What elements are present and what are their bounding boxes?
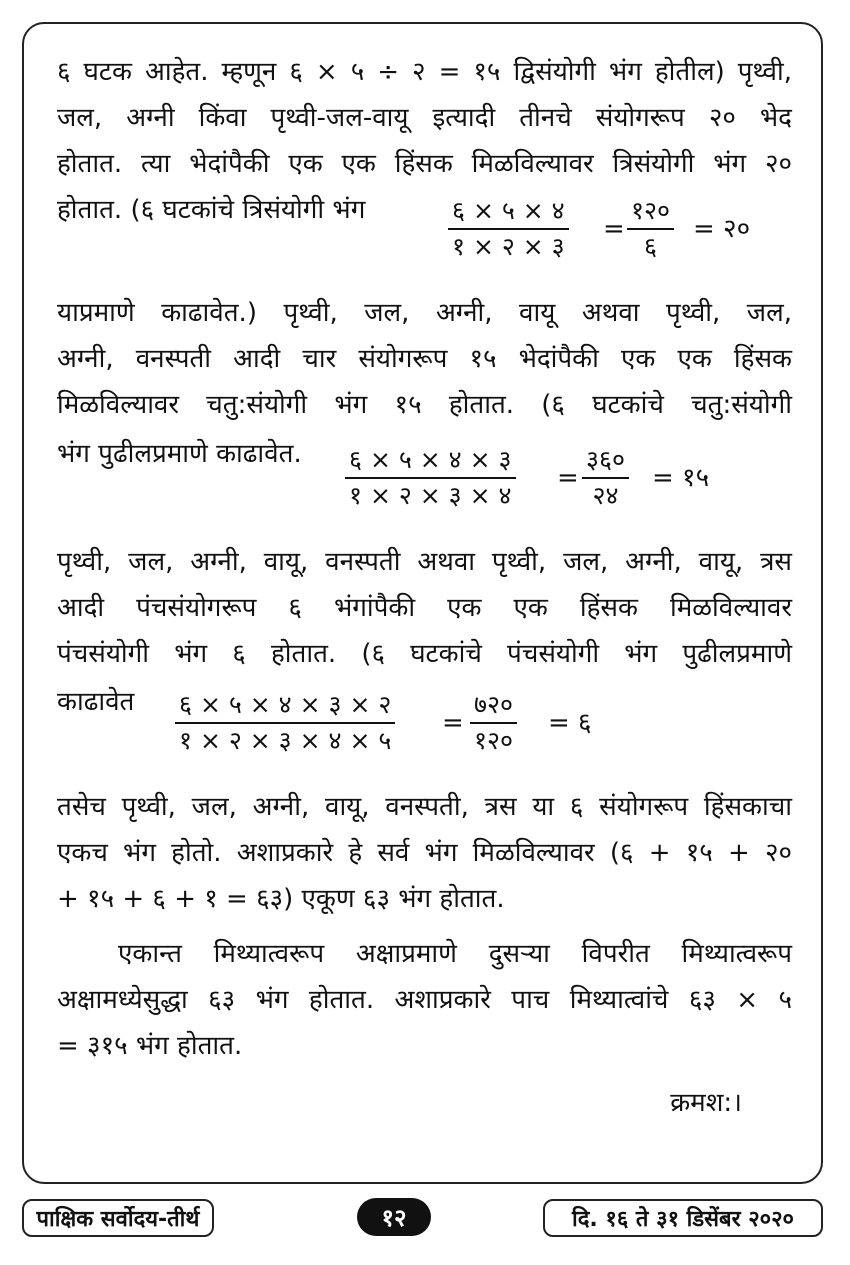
publication-name: पाक्षिक सर्वोदय-तीर्थ — [22, 1199, 214, 1237]
fraction-3b — [470, 690, 517, 756]
text-line: आदी पंचसंयोगरूप ६ भंगांपैकी एक एक हिंसक मिळविल्यावर — [57, 593, 792, 623]
fraction-numerator: १२० — [627, 196, 674, 230]
fraction-numerator: ३६० — [582, 445, 629, 479]
fraction-numerator: ६ × ५ × ४ — [448, 196, 569, 230]
formula-result: = ६ — [548, 708, 592, 738]
text-line: अक्षामध्येसुद्धा ६३ भंग होतात. अशाप्रकारे पाच मिथ्यात्वांचे ६३ × ५ — [57, 985, 792, 1015]
text-line: मिळविल्यावर चतु:संयोगी भंग १५ होतात. (६ घटकांचे चतु:संयोगी — [57, 390, 792, 420]
fraction-numerator: ६ × ५ × ४ × ३ — [345, 445, 516, 479]
text-line: होतात. त्या भेदांपैकी एक एक हिंसक मिळविल्यावर त्रिसंयोगी भंग २० — [57, 149, 792, 179]
fraction-denominator: १ × २ × ३ × ४ — [349, 481, 512, 510]
text-line: पृथ्वी, जल, अग्नी, वायू, वनस्पती अथवा पृथ्वी, जल, अग्नी, वायू, त्रस — [57, 547, 792, 577]
formula-result: = १५ — [652, 463, 710, 493]
fraction-numerator: ६ × ५ × ४ × ३ × २ — [175, 690, 395, 724]
fraction-denominator: १२० — [474, 726, 514, 755]
fraction-1b — [627, 196, 674, 262]
text-line: जल, अग्नी किंवा पृथ्वी-जल-वायू इत्यादी तीनचे संयोगरूप २० भेद — [57, 103, 792, 133]
text-line: भंग पुढीलप्रमाणे काढावेत. — [57, 439, 302, 469]
equals-sign: = — [557, 463, 579, 493]
text-line: = ३१५ भंग होतात. — [57, 1031, 243, 1061]
text-line: ६ घटक आहेत. म्हणून ६ × ५ ÷ २ = १५ द्विसंयोगी भंग होतील) पृथ्वी, — [57, 57, 792, 87]
text-line: अग्नी, वनस्पती आदी चार संयोगरूप १५ भेदांपैकी एक एक हिंसक — [57, 344, 792, 374]
equals-sign: = — [603, 214, 625, 244]
fraction-denominator: १ × २ × ३ — [452, 232, 565, 261]
text-line: याप्रमाणे काढावेत.) पृथ्वी, जल, अग्नी, वायू अथवा पृथ्वी, जल, — [57, 298, 792, 328]
text-line: एकच भंग होतो. अशाप्रकारे हे सर्व भंग मिळविल्यावर (६ + १५ + २० — [57, 838, 792, 868]
fraction-2b — [582, 445, 629, 511]
formula-result: = २० — [693, 214, 751, 244]
fraction-denominator: २४ — [592, 481, 619, 510]
fraction-denominator: १ × २ × ३ × ४ × ५ — [179, 726, 392, 755]
text-line: + १५ + ६ + १ = ६३) एकूण ६३ भंग होतात. — [57, 884, 505, 914]
text-line: पंचसंयोगी भंग ६ होतात. (६ घटकांचे पंचसंयोगी भंग पुढीलप्रमाणे — [57, 639, 792, 669]
fraction-2a — [345, 445, 516, 511]
continued-note: क्रमश:। — [670, 1088, 742, 1118]
text-line: काढावेत — [57, 687, 135, 717]
issue-date: दि. १६ ते ३१ डिसेंबर २०२० — [543, 1199, 823, 1237]
text-line: होतात. (६ घटकांचे त्रिसंयोगी भंग — [57, 195, 366, 225]
text-line: तसेच पृथ्वी, जल, अग्नी, वायू, वनस्पती, त्रस या ६ संयोगरूप हिंसकाचा — [57, 792, 792, 822]
fraction-3a — [175, 690, 395, 756]
fraction-1a — [448, 196, 569, 262]
equals-sign: = — [442, 708, 464, 738]
text-line: एकान्त मिथ्यात्वरूप अक्षाप्रमाणे दुसऱ्या विपरीत मिथ्यात्वरूप — [118, 939, 792, 969]
page-number: १२ — [357, 1198, 431, 1236]
fraction-numerator: ७२० — [470, 690, 517, 724]
fraction-denominator: ६ — [644, 232, 658, 261]
